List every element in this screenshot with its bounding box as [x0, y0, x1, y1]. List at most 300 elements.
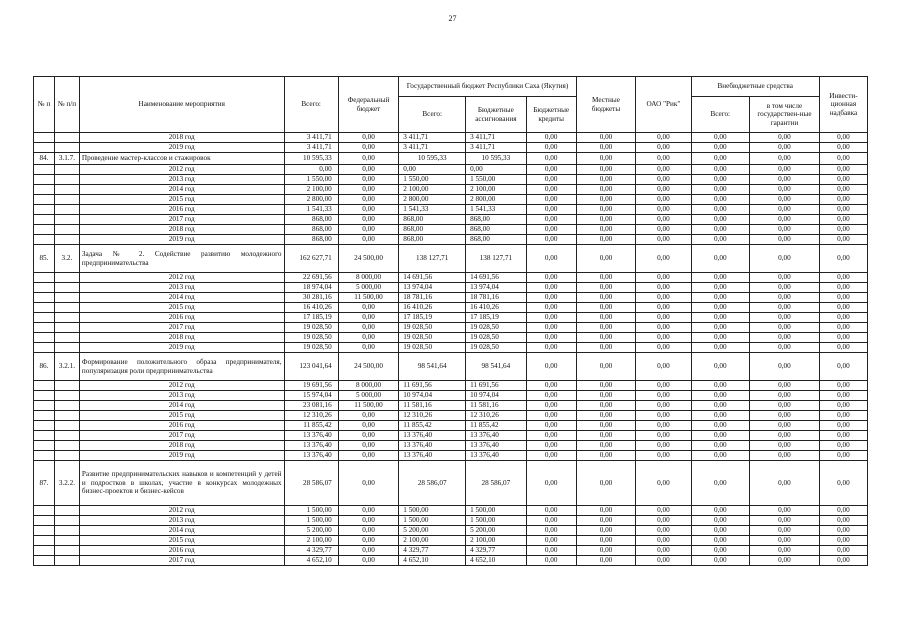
- cell-value: 0,00: [576, 215, 635, 225]
- cell-value: 0,00: [526, 245, 576, 273]
- cell-value: 18 974,04: [284, 283, 338, 293]
- cell-value: 0,00: [576, 293, 635, 303]
- cell-value: 0,00: [576, 536, 635, 546]
- table-row: [34, 195, 868, 205]
- cell-value: 13 376,40: [466, 431, 527, 441]
- cell-pp: 3.2.2.: [54, 461, 79, 506]
- cell-value: 0,00: [526, 431, 576, 441]
- cell-value: 0,00: [691, 391, 749, 401]
- cell-pp: [54, 323, 79, 333]
- cell-value: 0,00: [338, 536, 399, 546]
- cell-name: 2013 год: [79, 391, 284, 401]
- cell-value: 1 550,00: [466, 175, 527, 185]
- cell-value: 1 500,00: [284, 516, 338, 526]
- header-local: Местные бюджеты: [576, 77, 635, 133]
- cell-num: [34, 381, 55, 391]
- cell-value: 0,00: [691, 411, 749, 421]
- cell-value: 0,00: [819, 333, 867, 343]
- table-row: [34, 401, 868, 411]
- cell-value: 19 028,50: [466, 343, 527, 353]
- cell-pp: 3.2.: [54, 245, 79, 273]
- cell-value: 0,00: [576, 421, 635, 431]
- cell-value: 0,00: [636, 556, 691, 566]
- table-row: [34, 215, 868, 225]
- cell-pp: [54, 333, 79, 343]
- cell-value: 0,00: [819, 323, 867, 333]
- cell-value: 0,00: [526, 273, 576, 283]
- cell-value: 0,00: [691, 313, 749, 323]
- cell-value: 0,00: [691, 546, 749, 556]
- cell-value: 868,00: [284, 225, 338, 235]
- cell-num: [34, 556, 55, 566]
- cell-value: 12 310,26: [399, 411, 466, 421]
- cell-value: 0,00: [338, 215, 399, 225]
- cell-pp: [54, 205, 79, 215]
- cell-value: 0,00: [526, 391, 576, 401]
- cell-name: 2015 год: [79, 303, 284, 313]
- cell-value: 0,00: [636, 273, 691, 283]
- cell-value: 0,00: [819, 165, 867, 175]
- cell-value: 0,00: [576, 195, 635, 205]
- cell-value: 19 028,50: [399, 333, 466, 343]
- cell-value: 0,00: [576, 143, 635, 153]
- cell-value: 0,00: [819, 506, 867, 516]
- cell-value: 0,00: [691, 225, 749, 235]
- cell-pp: [54, 133, 79, 143]
- cell-value: 0,00: [749, 225, 819, 235]
- cell-value: 4 652,10: [284, 556, 338, 566]
- cell-pp: 3.2.1.: [54, 353, 79, 381]
- cell-name: 2016 год: [79, 313, 284, 323]
- cell-value: 0,00: [338, 303, 399, 313]
- cell-name: 2015 год: [79, 411, 284, 421]
- cell-value: 1 541,33: [284, 205, 338, 215]
- cell-value: 11 855,42: [284, 421, 338, 431]
- cell-value: 0,00: [636, 381, 691, 391]
- cell-value: 0,00: [636, 421, 691, 431]
- cell-value: 13 376,40: [399, 431, 466, 441]
- cell-value: 0,00: [338, 421, 399, 431]
- cell-pp: [54, 421, 79, 431]
- cell-name: 2017 год: [79, 431, 284, 441]
- cell-value: 16 410,26: [284, 303, 338, 313]
- cell-value: 0,00: [691, 353, 749, 381]
- cell-value: 0,00: [576, 333, 635, 343]
- cell-value: 0,00: [749, 175, 819, 185]
- cell-value: 0,00: [691, 133, 749, 143]
- cell-value: 0,00: [636, 205, 691, 215]
- cell-value: 0,00: [636, 185, 691, 195]
- cell-name: 2015 год: [79, 536, 284, 546]
- cell-value: 0,00: [338, 461, 399, 506]
- cell-value: 0,00: [749, 431, 819, 441]
- cell-value: 0,00: [749, 293, 819, 303]
- cell-value: 0,00: [636, 323, 691, 333]
- cell-name: 2012 год: [79, 273, 284, 283]
- cell-value: 11 855,42: [466, 421, 527, 431]
- cell-num: [34, 333, 55, 343]
- table-header: [34, 77, 868, 133]
- cell-value: 0,00: [576, 323, 635, 333]
- cell-value: 0,00: [749, 546, 819, 556]
- cell-name: 2014 год: [79, 401, 284, 411]
- cell-value: 0,00: [749, 401, 819, 411]
- cell-value: 0,00: [819, 381, 867, 391]
- cell-value: 0,00: [819, 293, 867, 303]
- cell-value: 0,00: [636, 506, 691, 516]
- cell-value: 0,00: [338, 225, 399, 235]
- cell-value: 0,00: [338, 441, 399, 451]
- cell-value: 0,00: [636, 536, 691, 546]
- cell-value: 0,00: [338, 526, 399, 536]
- cell-num: [34, 303, 55, 313]
- cell-value: 0,00: [338, 195, 399, 205]
- cell-value: 0,00: [749, 333, 819, 343]
- cell-value: 868,00: [399, 215, 466, 225]
- cell-value: 1 500,00: [466, 516, 527, 526]
- cell-value: 0,00: [749, 556, 819, 566]
- cell-value: 0,00: [691, 215, 749, 225]
- cell-value: 0,00: [338, 205, 399, 215]
- cell-value: 0,00: [691, 343, 749, 353]
- cell-value: 0,00: [526, 323, 576, 333]
- table-row: [34, 506, 868, 516]
- cell-value: 13 376,40: [284, 441, 338, 451]
- cell-pp: [54, 536, 79, 546]
- cell-value: 3 411,71: [399, 133, 466, 143]
- cell-value: 0,00: [636, 546, 691, 556]
- cell-value: 0,00: [526, 421, 576, 431]
- cell-value: 0,00: [636, 441, 691, 451]
- cell-value: 0,00: [338, 506, 399, 516]
- cell-value: 13 376,40: [399, 441, 466, 451]
- table-row: [34, 313, 868, 323]
- cell-value: 0,00: [576, 165, 635, 175]
- cell-name: 2013 год: [79, 283, 284, 293]
- cell-value: 0,00: [691, 556, 749, 566]
- cell-value: 0,00: [526, 556, 576, 566]
- cell-num: [34, 185, 55, 195]
- cell-value: 0,00: [691, 175, 749, 185]
- cell-value: 0,00: [749, 273, 819, 283]
- cell-value: 0,00: [636, 526, 691, 536]
- cell-value: 0,00: [576, 225, 635, 235]
- cell-value: 0,00: [749, 165, 819, 175]
- cell-value: 0,00: [749, 313, 819, 323]
- cell-value: 0,00: [526, 461, 576, 506]
- cell-value: 0,00: [636, 401, 691, 411]
- cell-value: 0,00: [636, 215, 691, 225]
- cell-value: 1 500,00: [399, 516, 466, 526]
- cell-value: 0,00: [526, 283, 576, 293]
- cell-value: 0,00: [691, 273, 749, 283]
- cell-value: 0,00: [819, 245, 867, 273]
- cell-value: 0,00: [819, 516, 867, 526]
- cell-value: 13 376,40: [466, 451, 527, 461]
- header-state-alloc: Бюджетные ассигнования: [466, 97, 527, 133]
- cell-value: 0,00: [636, 165, 691, 175]
- cell-value: 0,00: [338, 333, 399, 343]
- cell-value: 0,00: [691, 185, 749, 195]
- cell-value: 0,00: [636, 153, 691, 165]
- header-extra-total: Всего:: [691, 97, 749, 133]
- budget-table: [33, 76, 868, 566]
- header-num: № п: [34, 77, 55, 133]
- header-extra-guar: в том числе государствен-ные гарантии: [749, 97, 819, 133]
- cell-value: 1 500,00: [284, 506, 338, 516]
- table-body: [34, 133, 868, 566]
- cell-value: 0,00: [691, 235, 749, 245]
- cell-value: 0,00: [636, 143, 691, 153]
- cell-value: 0,00: [576, 431, 635, 441]
- cell-value: 0,00: [338, 235, 399, 245]
- cell-value: 0,00: [749, 283, 819, 293]
- cell-name: 2014 год: [79, 185, 284, 195]
- cell-pp: [54, 175, 79, 185]
- cell-value: 2 800,00: [284, 195, 338, 205]
- cell-value: 0,00: [576, 353, 635, 381]
- cell-value: 12 310,26: [284, 411, 338, 421]
- header-name: Наименование мероприятия: [79, 77, 284, 133]
- cell-value: 0,00: [749, 343, 819, 353]
- cell-value: 19 028,50: [399, 343, 466, 353]
- cell-value: 23 081,16: [284, 401, 338, 411]
- cell-value: 18 781,16: [466, 293, 527, 303]
- cell-value: 13 974,04: [466, 283, 527, 293]
- cell-value: 18 781,16: [399, 293, 466, 303]
- table-row: [34, 143, 868, 153]
- cell-value: 0,00: [691, 293, 749, 303]
- cell-value: 17 185,19: [399, 313, 466, 323]
- cell-value: 0,00: [636, 353, 691, 381]
- cell-name: 2014 год: [79, 526, 284, 536]
- cell-value: 16 410,26: [466, 303, 527, 313]
- cell-value: 162 627,71: [284, 245, 338, 273]
- table-row: [34, 441, 868, 451]
- cell-value: 0,00: [749, 451, 819, 461]
- cell-value: 0,00: [576, 506, 635, 516]
- cell-value: 17 185,19: [284, 313, 338, 323]
- cell-value: 0,00: [636, 293, 691, 303]
- cell-value: 0,00: [749, 133, 819, 143]
- table-row: [34, 165, 868, 175]
- cell-value: 0,00: [819, 353, 867, 381]
- cell-value: 0,00: [691, 451, 749, 461]
- cell-value: 0,00: [576, 153, 635, 165]
- cell-value: 0,00: [526, 143, 576, 153]
- cell-name: 2012 год: [79, 381, 284, 391]
- table-row: [34, 175, 868, 185]
- table-row: [34, 381, 868, 391]
- table-row: [34, 526, 868, 536]
- table-row: [34, 205, 868, 215]
- cell-value: 0,00: [636, 431, 691, 441]
- cell-value: 0,00: [576, 283, 635, 293]
- cell-value: 0,00: [526, 411, 576, 421]
- cell-value: 0,00: [576, 556, 635, 566]
- table-row: [34, 225, 868, 235]
- cell-value: 0,00: [526, 215, 576, 225]
- cell-value: 0,00: [526, 536, 576, 546]
- cell-value: 3 411,71: [399, 143, 466, 153]
- page-number: 27: [448, 14, 457, 23]
- cell-value: 0,00: [338, 546, 399, 556]
- cell-name: 2018 год: [79, 333, 284, 343]
- cell-value: 12 310,26: [466, 411, 527, 421]
- cell-value: 0,00: [749, 506, 819, 516]
- cell-value: 0,00: [819, 526, 867, 536]
- cell-value: 1 500,00: [399, 506, 466, 516]
- cell-value: 0,00: [749, 411, 819, 421]
- cell-value: 11 581,16: [466, 401, 527, 411]
- cell-value: 0,00: [819, 153, 867, 165]
- cell-value: 0,00: [819, 303, 867, 313]
- cell-value: 0,00: [819, 283, 867, 293]
- cell-value: 0,00: [749, 215, 819, 225]
- cell-value: 0,00: [691, 195, 749, 205]
- cell-value: 1 550,00: [399, 175, 466, 185]
- cell-value: 0,00: [749, 195, 819, 205]
- cell-num: [34, 215, 55, 225]
- cell-num: [34, 441, 55, 451]
- cell-value: 868,00: [466, 225, 527, 235]
- cell-value: 0,00: [691, 165, 749, 175]
- cell-value: 0,00: [691, 461, 749, 506]
- cell-num: [34, 421, 55, 431]
- cell-name: 2019 год: [79, 343, 284, 353]
- cell-pp: [54, 215, 79, 225]
- cell-value: 0,00: [399, 165, 466, 175]
- cell-value: 10 595,33: [466, 153, 527, 165]
- cell-value: 0,00: [636, 461, 691, 506]
- cell-pp: [54, 165, 79, 175]
- table-row: [34, 421, 868, 431]
- cell-value: 17 185,19: [466, 313, 527, 323]
- cell-pp: [54, 516, 79, 526]
- cell-value: 0,00: [526, 546, 576, 556]
- cell-value: 10 974,04: [399, 391, 466, 401]
- table-row: [34, 353, 868, 381]
- cell-value: 0,00: [749, 526, 819, 536]
- cell-value: 868,00: [466, 215, 527, 225]
- cell-num: [34, 313, 55, 323]
- cell-value: 138 127,71: [399, 245, 466, 273]
- cell-value: 0,00: [691, 381, 749, 391]
- cell-value: 0,00: [636, 411, 691, 421]
- cell-value: 0,00: [636, 245, 691, 273]
- cell-value: 8 000,00: [338, 381, 399, 391]
- cell-value: 0,00: [338, 185, 399, 195]
- cell-value: 0,00: [819, 421, 867, 431]
- header-total: Всего:: [284, 77, 338, 133]
- cell-name: 2017 год: [79, 323, 284, 333]
- cell-value: 0,00: [636, 133, 691, 143]
- cell-value: 0,00: [819, 215, 867, 225]
- cell-value: 0,00: [526, 441, 576, 451]
- cell-value: 0,00: [636, 343, 691, 353]
- cell-value: 0,00: [526, 205, 576, 215]
- cell-num: [34, 516, 55, 526]
- cell-value: 13 376,40: [284, 431, 338, 441]
- cell-value: 0,00: [749, 381, 819, 391]
- cell-value: 1 500,00: [466, 506, 527, 516]
- cell-value: 0,00: [819, 451, 867, 461]
- cell-value: 3 411,71: [284, 133, 338, 143]
- cell-value: 0,00: [338, 133, 399, 143]
- cell-num: [34, 235, 55, 245]
- cell-num: [34, 165, 55, 175]
- cell-value: 11 581,16: [399, 401, 466, 411]
- cell-value: 3 411,71: [466, 133, 527, 143]
- cell-value: 0,00: [819, 133, 867, 143]
- cell-name: 2018 год: [79, 225, 284, 235]
- cell-value: 2 800,00: [399, 195, 466, 205]
- cell-value: 0,00: [819, 536, 867, 546]
- cell-value: 0,00: [338, 556, 399, 566]
- cell-value: 868,00: [399, 225, 466, 235]
- cell-value: 28 586,07: [284, 461, 338, 506]
- cell-value: 0,00: [526, 175, 576, 185]
- cell-value: 30 281,16: [284, 293, 338, 303]
- cell-name: 2012 год: [79, 506, 284, 516]
- cell-value: 19 028,50: [466, 323, 527, 333]
- cell-value: 11 500,00: [338, 293, 399, 303]
- cell-value: 0,00: [338, 143, 399, 153]
- cell-value: 0,00: [819, 235, 867, 245]
- cell-name: 2018 год: [79, 441, 284, 451]
- table-row: [34, 303, 868, 313]
- table-row: [34, 391, 868, 401]
- cell-value: 0,00: [338, 451, 399, 461]
- cell-num: [34, 143, 55, 153]
- cell-value: 0,00: [526, 313, 576, 323]
- cell-value: 19 691,56: [284, 381, 338, 391]
- cell-value: 0,00: [819, 411, 867, 421]
- cell-value: 0,00: [526, 343, 576, 353]
- cell-value: 11 691,56: [466, 381, 527, 391]
- cell-num: [34, 546, 55, 556]
- cell-value: 0,00: [636, 313, 691, 323]
- cell-num: [34, 133, 55, 143]
- cell-value: 24 500,00: [338, 353, 399, 381]
- cell-value: 0,00: [691, 323, 749, 333]
- cell-pp: 3.1.7.: [54, 153, 79, 165]
- cell-value: 0,00: [338, 323, 399, 333]
- cell-value: 0,00: [576, 205, 635, 215]
- table-row: [34, 546, 868, 556]
- cell-value: 4 329,77: [284, 546, 338, 556]
- cell-value: 0,00: [576, 526, 635, 536]
- cell-value: 868,00: [466, 235, 527, 245]
- cell-pp: [54, 273, 79, 283]
- cell-name: 2015 год: [79, 195, 284, 205]
- cell-value: 0,00: [338, 431, 399, 441]
- cell-value: 0,00: [576, 245, 635, 273]
- cell-value: 0,00: [819, 185, 867, 195]
- cell-num: 86.: [34, 353, 55, 381]
- cell-value: 19 028,50: [284, 343, 338, 353]
- cell-value: 0,00: [526, 353, 576, 381]
- cell-num: [34, 175, 55, 185]
- cell-value: 0,00: [636, 303, 691, 313]
- cell-value: 5 000,00: [338, 391, 399, 401]
- cell-value: 0,00: [526, 293, 576, 303]
- cell-value: 13 376,40: [284, 451, 338, 461]
- cell-value: 2 100,00: [466, 185, 527, 195]
- cell-value: 0,00: [749, 536, 819, 546]
- cell-num: [34, 195, 55, 205]
- cell-value: 0,00: [691, 153, 749, 165]
